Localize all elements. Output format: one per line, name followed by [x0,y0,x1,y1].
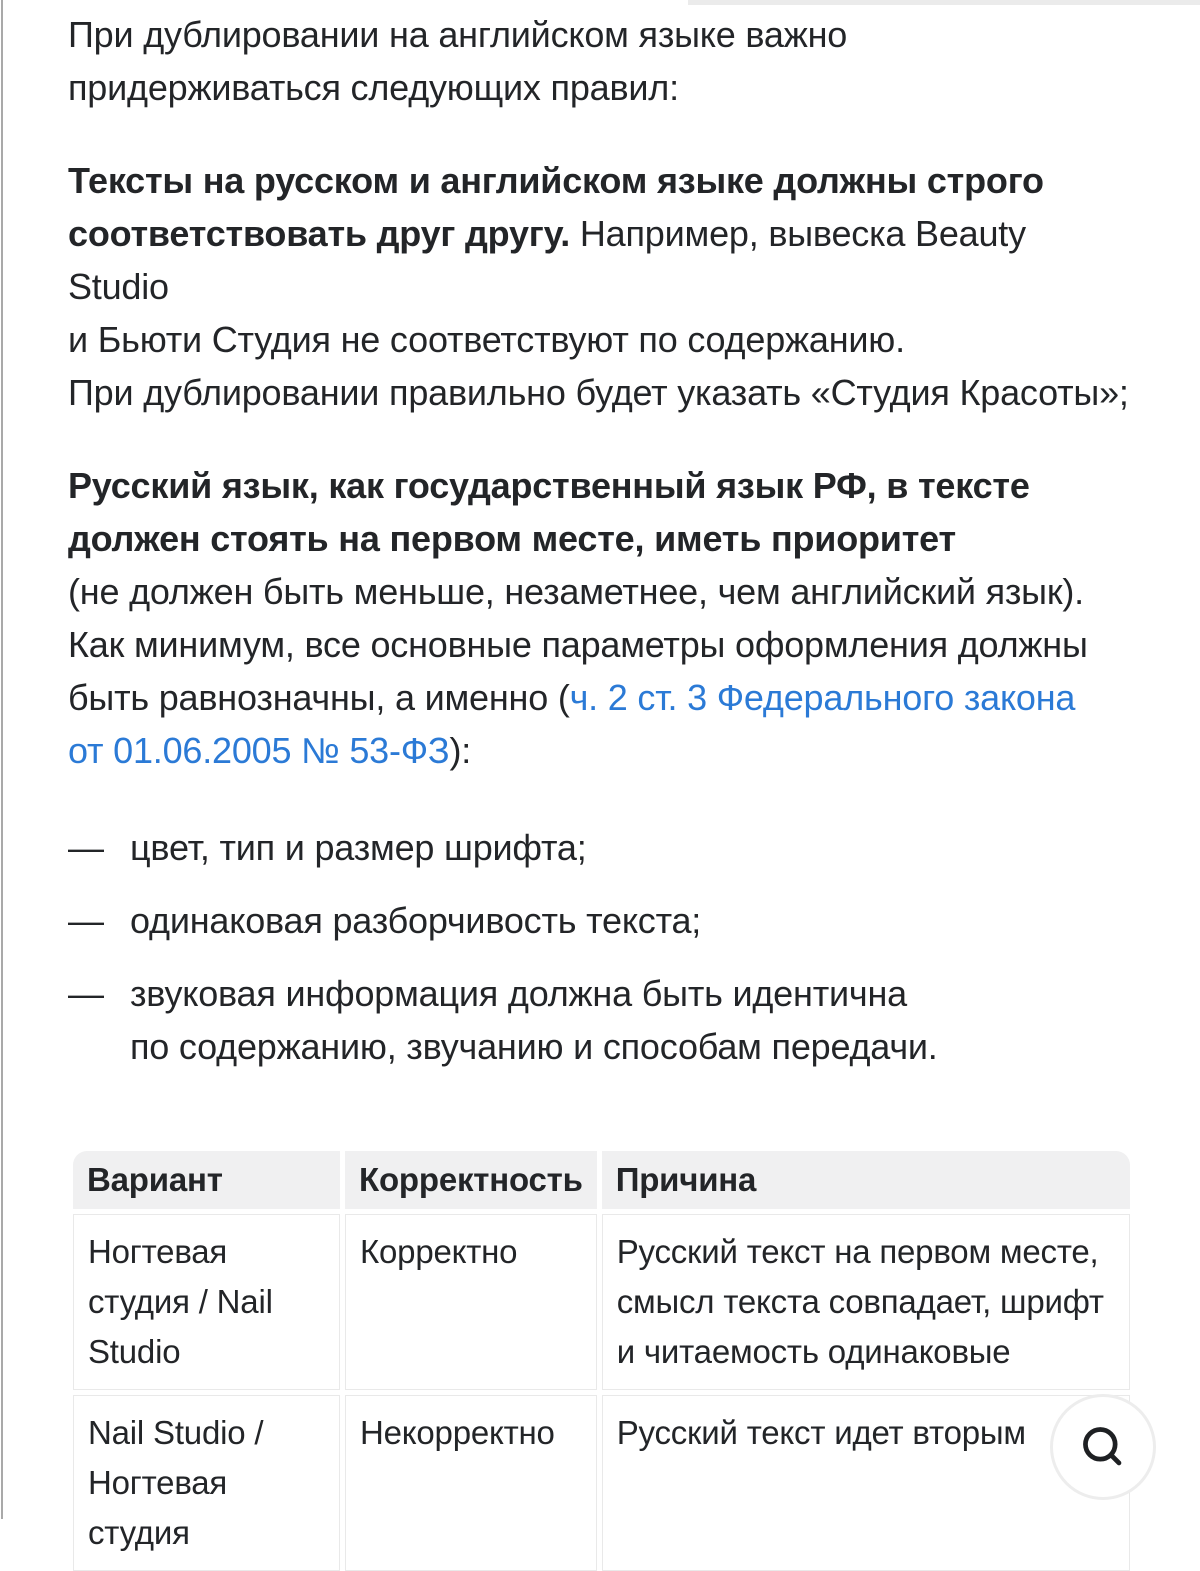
table-cell-reason: Русский текст на первом месте, смысл текста совпадает, шрифт и читаемость одинаковые [602,1214,1130,1390]
list-item-text: цвет, тип и размер шрифта; [130,827,587,868]
rule-heading-line: соответствовать друг другу. [68,213,571,254]
list-item-line: звуковая информация должна быть идентична [130,973,907,1014]
top-edge-shadow [688,0,1200,5]
search-fab-button[interactable] [1050,1394,1156,1500]
paragraph-line: ): [449,730,472,771]
examples-table [73,1151,1130,1571]
list-item [68,821,1130,874]
paragraph-line: Например, вывеска Beauty Studio [68,213,1026,307]
law-link-line: ч. 2 ст. 3 Федерального закона [569,677,1076,718]
paragraph-line: При дублировании на английском языке важно [68,14,848,55]
paragraph-line: При дублировании правильно будет указать «Студия Красоты»; [68,372,1129,413]
magnifier-icon [1076,1420,1130,1474]
list-item [68,967,1130,1073]
table-header-reason: Причина [602,1151,1130,1209]
dash-marker: — [68,827,104,868]
list-item-text: одинаковая разборчивость текста; [130,900,702,941]
paragraph-line: придерживаться следующих правил: [68,67,679,108]
dash-marker: — [68,900,104,941]
paragraph-line: и Бьюти Студия не соответствуют по содержанию. [68,319,905,360]
table-cell-variant: Ногтевая студия / Nail Studio [73,1214,340,1390]
paragraph-line: быть равнозначны, а именно ( [68,677,570,718]
paragraph-line: Как минимум, все основные параметры оформления должны [68,624,1088,665]
rule-heading-line: Русский язык, как государственный язык РФ, в тексте [68,465,1030,506]
rule-heading-line: должен стоять на первом месте, иметь приоритет [68,518,956,559]
paragraph-rule-texts-match [68,154,1130,419]
table-cell-correctness: Некорректно [345,1395,597,1571]
requirements-list [68,821,1130,1073]
paragraph-intro [68,8,1130,114]
rule-heading-line: Тексты на русском и английском языке должны строго [68,160,1044,201]
list-item-text [130,967,1130,1073]
list-item-line: по содержанию, звучанию и способам передачи. [130,1026,938,1067]
paragraph-line: (не должен быть меньше, незаметнее, чем английский язык). [68,571,1084,612]
window-left-edge-line [1,0,3,1519]
table-cell-variant: Nail Studio / Ногтевая студия [73,1395,340,1571]
table-cell-reason: Русский текст идет вторым [602,1395,1130,1571]
law-link-line: от 01.06.2005 № 53-ФЗ [68,730,450,771]
table-cell-correctness: Корректно [345,1214,597,1390]
table-header-correctness: Корректность [345,1151,597,1209]
list-item [68,894,1130,947]
dash-marker: — [68,973,104,1014]
paragraph-rule-russian-first [68,459,1130,777]
table-header-variant: Вариант [73,1151,340,1209]
